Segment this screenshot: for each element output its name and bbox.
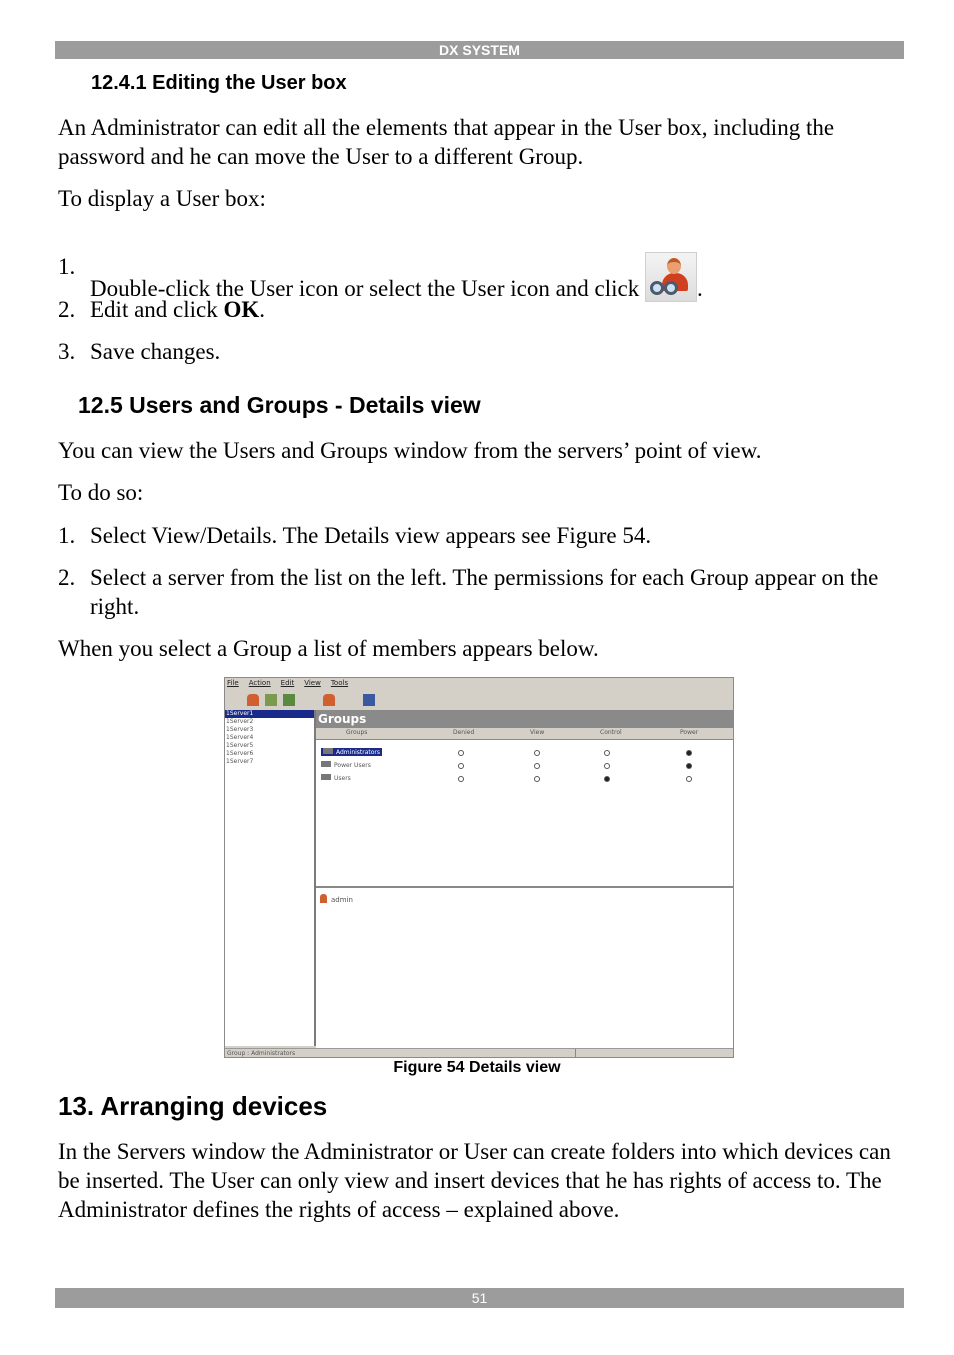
radio-power xyxy=(686,776,692,782)
list-text-bold: OK xyxy=(223,297,260,322)
list-text-suffix: . xyxy=(259,297,266,322)
list-text: Save changes. xyxy=(90,339,221,364)
list-item: admin xyxy=(320,894,353,904)
list-number: 2. xyxy=(58,565,76,590)
group-name: Users xyxy=(321,774,351,782)
list-text: Select a server from the list on the left. The permissions for each Group appear on the right. xyxy=(90,565,879,619)
status-bar: Group : Administrators xyxy=(225,1048,733,1057)
radio-control xyxy=(604,776,610,782)
user-properties-icon xyxy=(323,694,335,706)
menu-tools: Tools xyxy=(330,679,349,687)
details-view-screenshot xyxy=(224,677,734,1058)
group-name: Administrators xyxy=(321,748,382,756)
list-text: Select View/Details. The Details view appears see Figure 54. xyxy=(90,523,652,548)
paragraph-to-do-so: To do so: xyxy=(58,480,144,505)
menu-view: View xyxy=(304,679,321,687)
paragraph-arranging-devices: In the Servers window the Administrator or User can create folders into which devices can be inserted. The User can only view and insert devices that he has rights of access to. The Administrator defines the rights of access – explained above. xyxy=(58,1139,891,1222)
radio-denied xyxy=(458,763,464,769)
group-icon xyxy=(323,748,333,754)
heading-12-4-1: 12.4.1 Editing the User box xyxy=(91,72,347,94)
table-row xyxy=(316,759,733,772)
list-item: 1Server4 xyxy=(226,734,254,741)
radio-view xyxy=(534,776,540,782)
user-icon xyxy=(320,894,327,903)
group-add-icon xyxy=(283,694,295,706)
heading-13: 13. Arranging devices xyxy=(58,1091,328,1121)
list-item: 1Server7 xyxy=(226,758,254,765)
groups-title: Groups xyxy=(316,710,733,728)
list-item: 1Server5 xyxy=(226,742,254,749)
radio-view xyxy=(534,763,540,769)
column-control: Control xyxy=(600,729,622,736)
list-number: 1. xyxy=(58,254,76,279)
paragraph-edit-user-intro: An Administrator can edit all the elements that appear in the User box, including the password and he can move the User to a different Group. xyxy=(58,115,835,169)
figure-caption: Figure 54 Details view xyxy=(393,1059,561,1076)
menu-file: File xyxy=(227,679,239,687)
column-power: Power xyxy=(680,729,699,736)
group-icon xyxy=(265,694,277,706)
list-number: 2. xyxy=(58,297,76,322)
paragraph-select-group: When you select a Group a list of members appears below. xyxy=(58,636,599,661)
members-list xyxy=(316,888,733,1048)
radio-denied xyxy=(458,776,464,782)
page-number: 51 xyxy=(471,1290,488,1306)
radio-power xyxy=(686,750,692,756)
save-icon xyxy=(363,694,375,706)
radio-control xyxy=(604,763,610,769)
group-icon xyxy=(321,761,331,767)
heading-12-5: 12.5 Users and Groups - Details view xyxy=(78,392,481,418)
menu-edit: Edit xyxy=(280,679,295,687)
table-row xyxy=(316,772,733,785)
page-footer-bar xyxy=(55,1288,904,1308)
table-row xyxy=(316,746,733,759)
radio-power xyxy=(686,763,692,769)
list-number: 3. xyxy=(58,339,76,364)
page-header-bar xyxy=(55,41,904,59)
radio-control xyxy=(604,750,610,756)
column-denied: Denied xyxy=(453,729,475,736)
list-item: 1Server3 xyxy=(226,726,254,733)
server-list xyxy=(225,710,316,1046)
list-item: 1Server2 xyxy=(226,718,254,725)
list-number: 1. xyxy=(58,523,76,548)
user-icon xyxy=(247,694,259,706)
menu-action: Action xyxy=(248,679,271,687)
list-text: Double-click the User icon or select the User icon and click xyxy=(90,276,640,301)
list-item: 1Server6 xyxy=(226,750,254,757)
group-icon xyxy=(321,774,331,780)
list-text: Edit and click xyxy=(90,297,224,322)
radio-denied xyxy=(458,750,464,756)
column-groups: Groups xyxy=(346,729,368,736)
list-text-suffix: . xyxy=(697,276,703,301)
menu-bar xyxy=(227,679,358,690)
toolbar xyxy=(225,690,733,711)
paragraph-display-user-box: To display a User box: xyxy=(58,186,266,211)
header-title: DX SYSTEM xyxy=(439,42,520,58)
paragraph-details-view-intro: You can view the Users and Groups window from the servers’ point of view. xyxy=(58,438,762,463)
column-header xyxy=(316,728,733,740)
radio-view xyxy=(534,750,540,756)
groups-table xyxy=(316,740,733,888)
column-view: View xyxy=(530,729,545,736)
group-name: Power Users xyxy=(321,761,371,769)
list-item: 1Server1 xyxy=(225,710,314,718)
